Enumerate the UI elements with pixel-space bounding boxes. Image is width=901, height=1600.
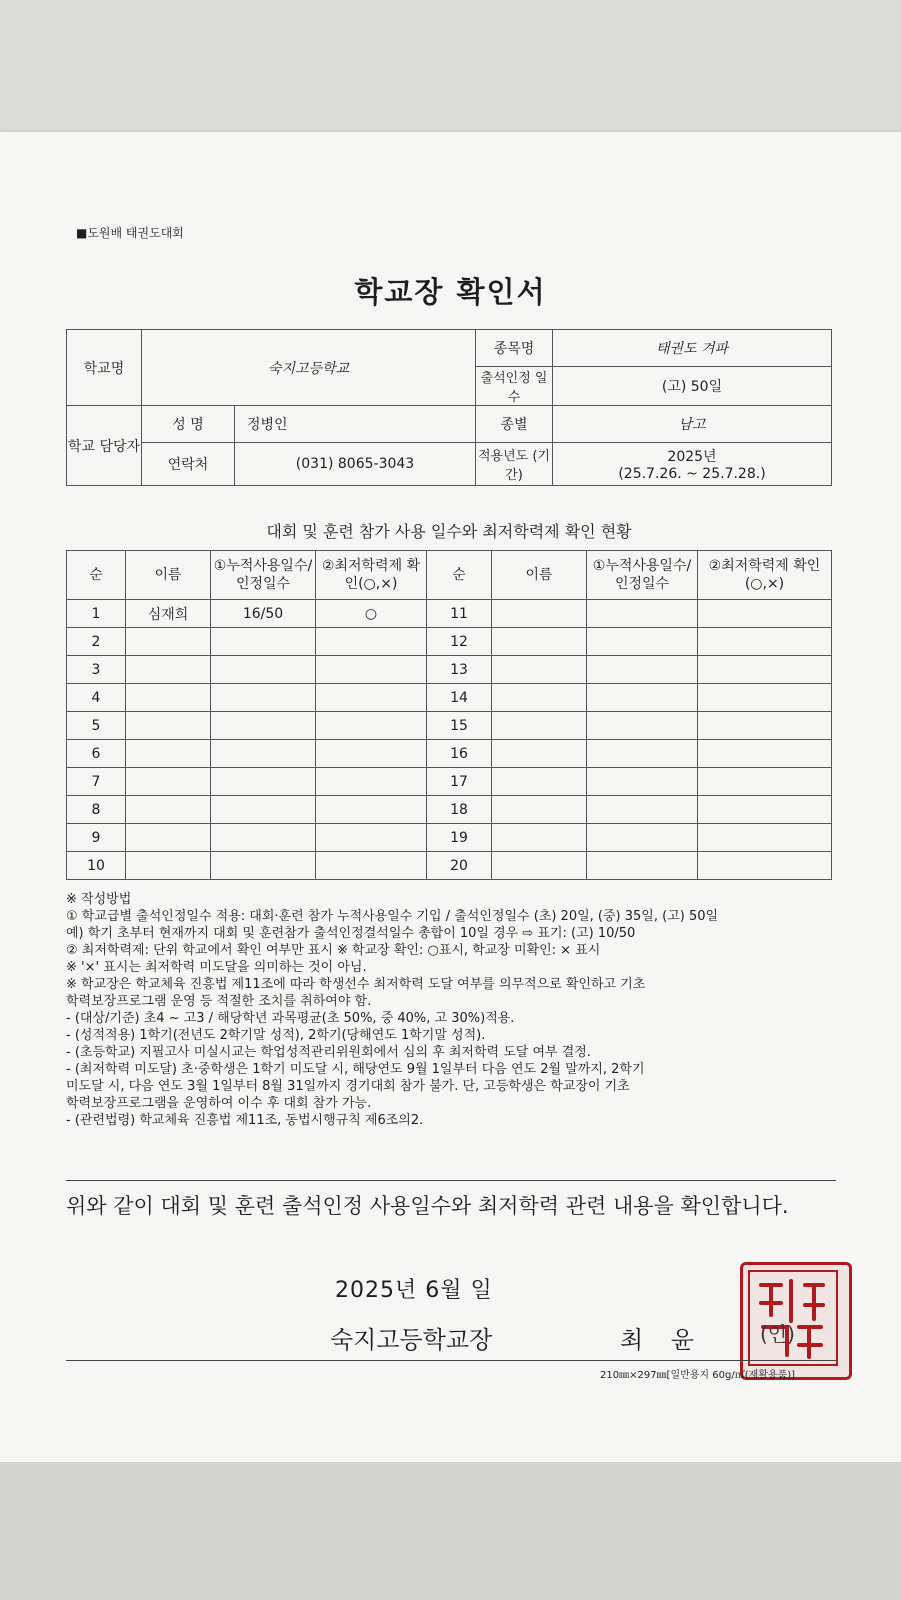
- period-value: (25.7.26. ~ 25.7.28.): [618, 466, 766, 482]
- note-line: - (최저학력 미도달) 초·중학생은 1학기 미도달 시, 해당연도 9월 1일부터 다음 연도 2월 말까지, 2학기: [66, 1062, 645, 1077]
- row-name: [126, 740, 211, 768]
- row-check-2: [698, 740, 832, 768]
- row-check-2: [698, 656, 832, 684]
- writing-instructions: [66, 891, 846, 1129]
- table-row: [67, 684, 832, 712]
- row-name-2: [492, 628, 587, 656]
- row-days: [211, 712, 316, 740]
- row-check: ○: [316, 600, 427, 628]
- row-days: [211, 796, 316, 824]
- row-name: [126, 656, 211, 684]
- row-days: [211, 628, 316, 656]
- table-row: [67, 824, 832, 852]
- header-check: ②최저학력제 확인(○,×): [316, 551, 427, 600]
- document-title: 학교장 확인서: [354, 275, 547, 309]
- row-name: [126, 684, 211, 712]
- note-line: 학력보장프로그램 운영 등 적절한 조치를 취하여야 함.: [66, 994, 372, 1009]
- row-name: [126, 824, 211, 852]
- row-check: [316, 712, 427, 740]
- row-days: 16/50: [211, 600, 316, 628]
- row-check-2: [698, 684, 832, 712]
- row-name-2: [492, 740, 587, 768]
- row-check: [316, 740, 427, 768]
- row-seq: 10: [67, 852, 126, 880]
- row-days-2: [587, 740, 698, 768]
- row-name-2: [492, 768, 587, 796]
- note-line: - (대상/기준) 초4 ~ 고3 / 해당학년 과목평균(초 50%, 중 40%, 고 30%)적용.: [66, 1011, 515, 1026]
- attendance-label: 출석인정 일수: [476, 367, 553, 406]
- paper-size-note: 210㎜×297㎜[일반용지 60g/㎡(재활용품)]: [600, 1370, 796, 1381]
- row-days-2: [587, 852, 698, 880]
- background-table: [0, 1462, 901, 1600]
- table-row: [67, 656, 832, 684]
- row-name-2: [492, 656, 587, 684]
- year-value: 2025년: [667, 449, 717, 465]
- row-days-2: [587, 712, 698, 740]
- note-line: - (관련법령) 학교체육 진흥법 제11조, 동법시행규칙 제6조의2.: [66, 1113, 424, 1128]
- row-seq: 1: [67, 600, 126, 628]
- row-seq-2: 13: [427, 656, 492, 684]
- header-name: 이름: [126, 551, 211, 600]
- attendance-value: (고) 50일: [553, 367, 832, 406]
- row-seq: 3: [67, 656, 126, 684]
- info-table: [66, 329, 832, 486]
- row-name: [126, 768, 211, 796]
- school-value: 숙지고등학교: [142, 330, 476, 406]
- gender-value: 남고: [553, 406, 832, 443]
- header-days-2: ①누적사용일수/인정일수: [587, 551, 698, 600]
- header-seq: 순: [67, 551, 126, 600]
- row-check: [316, 852, 427, 880]
- event-tag: ■도원배 태권도대회: [76, 226, 184, 240]
- table-row: [67, 768, 832, 796]
- row-seq-2: 20: [427, 852, 492, 880]
- row-days-2: [587, 768, 698, 796]
- name-value: 정병인: [235, 406, 476, 443]
- background-wall: [0, 0, 901, 140]
- row-name-2: [492, 600, 587, 628]
- event-value: 태권도 겨파: [553, 330, 832, 367]
- table-row: [67, 600, 832, 628]
- table-row: [67, 796, 832, 824]
- table-row: [67, 712, 832, 740]
- row-name-2: [492, 684, 587, 712]
- confirmation-date: 2025년 6월 일: [335, 1278, 493, 1303]
- row-days: [211, 684, 316, 712]
- row-check: [316, 824, 427, 852]
- row-check-2: [698, 628, 832, 656]
- name-label: 성 명: [142, 406, 235, 443]
- row-check-2: [698, 852, 832, 880]
- table-row: [67, 852, 832, 880]
- row-seq-2: 15: [427, 712, 492, 740]
- note-line: - (성적적용) 1학기(전년도 2학기말 성적), 2학기(당해연도 1학기말 성적).: [66, 1028, 486, 1043]
- row-days-2: [587, 824, 698, 852]
- row-seq: 4: [67, 684, 126, 712]
- contact-label: 연락처: [142, 443, 235, 486]
- row-seq-2: 19: [427, 824, 492, 852]
- footer-rule: [66, 1360, 836, 1361]
- row-days-2: [587, 796, 698, 824]
- row-check: [316, 656, 427, 684]
- note-line: ※ '×' 표시는 최저학력 미도달을 의미하는 것이 아님.: [66, 960, 367, 975]
- row-check: [316, 628, 427, 656]
- row-name-2: [492, 712, 587, 740]
- row-check: [316, 796, 427, 824]
- roster-table: [66, 550, 832, 880]
- note-line: - (초등학교) 지필고사 미실시교는 학업성적관리위원회에서 심의 후 최저학력 도달 여부 결정.: [66, 1045, 591, 1060]
- row-seq: 5: [67, 712, 126, 740]
- row-seq-2: 16: [427, 740, 492, 768]
- row-seq-2: 11: [427, 600, 492, 628]
- year-label: 적용년도 (기간): [476, 443, 553, 486]
- row-days: [211, 852, 316, 880]
- row-name-2: [492, 824, 587, 852]
- row-days: [211, 656, 316, 684]
- note-line: 미도달 시, 다음 연도 3월 1일부터 8월 31일까지 경기대회 참가 불가. 단, 고등학생은 학교장이 기초: [66, 1079, 630, 1094]
- table-row: [67, 740, 832, 768]
- row-name-2: [492, 796, 587, 824]
- row-days: [211, 824, 316, 852]
- row-name: [126, 712, 211, 740]
- principal-name: 최 윤: [620, 1326, 704, 1354]
- row-days: [211, 740, 316, 768]
- contact-value: (031) 8065-3043: [235, 443, 476, 486]
- row-seq: 6: [67, 740, 126, 768]
- header-name-2: 이름: [492, 551, 587, 600]
- row-name: 심재희: [126, 600, 211, 628]
- event-label: 종목명: [476, 330, 553, 367]
- table-row: [67, 628, 832, 656]
- row-check-2: [698, 796, 832, 824]
- roster-subtitle: 대회 및 훈련 참가 사용 일수와 최저학력제 확인 현황: [266, 522, 632, 541]
- row-seq-2: 14: [427, 684, 492, 712]
- principal-title: 숙지고등학교장: [330, 1326, 493, 1354]
- header-check-2: ②최저학력제 확인(○,×): [698, 551, 832, 600]
- row-check-2: [698, 768, 832, 796]
- year-cell: [553, 443, 832, 486]
- row-check: [316, 684, 427, 712]
- note-line: 학력보장프로그램을 운영하여 이수 후 대회 참가 가능.: [66, 1096, 372, 1111]
- row-seq: 8: [67, 796, 126, 824]
- note-line: 예) 학기 초부터 현재까지 대회 및 훈련참가 출석인정결석일수 총합이 10일 경우 ⇨ 표기: (고) 10/50: [66, 926, 636, 941]
- row-seq: 7: [67, 768, 126, 796]
- seal-mark: (인): [760, 1322, 795, 1346]
- header-days: ①누적사용일수/인정일수: [211, 551, 316, 600]
- row-seq: 2: [67, 628, 126, 656]
- note-line: ※ 학교장은 학교체육 진흥법 제11조에 따라 학생선수 최저학력 도달 여부를 의무적으로 확인하고 기초: [66, 977, 646, 992]
- row-days: [211, 768, 316, 796]
- row-name: [126, 852, 211, 880]
- row-seq-2: 17: [427, 768, 492, 796]
- staff-label: 학교 담당자: [67, 406, 142, 486]
- note-line: ※ 작성방법: [66, 892, 132, 907]
- school-label: 학교명: [67, 330, 142, 406]
- header-seq-2: 순: [427, 551, 492, 600]
- row-days-2: [587, 600, 698, 628]
- row-check-2: [698, 600, 832, 628]
- confirmation-text: 위와 같이 대회 및 훈련 출석인정 사용일수와 최저학력 관련 내용을 확인합니다.: [66, 1194, 789, 1218]
- row-check-2: [698, 824, 832, 852]
- row-name-2: [492, 852, 587, 880]
- row-name: [126, 796, 211, 824]
- row-seq-2: 12: [427, 628, 492, 656]
- note-line: ① 학교급별 출석인정일수 적용: 대회·훈련 참가 누적사용일수 기입 / 출석인정일수 (초) 20일, (중) 35일, (고) 50일: [66, 909, 719, 924]
- gender-label: 종별: [476, 406, 553, 443]
- row-days-2: [587, 628, 698, 656]
- row-seq-2: 18: [427, 796, 492, 824]
- row-check: [316, 768, 427, 796]
- official-seal-icon: [740, 1262, 852, 1380]
- row-days-2: [587, 656, 698, 684]
- row-seq: 9: [67, 824, 126, 852]
- note-line: ② 최저학력제: 단위 학교에서 확인 여부만 표시 ※ 학교장 확인: ○표시, 학교장 미확인: × 표시: [66, 943, 601, 958]
- row-check-2: [698, 712, 832, 740]
- row-name: [126, 628, 211, 656]
- row-days-2: [587, 684, 698, 712]
- divider: [66, 1180, 836, 1181]
